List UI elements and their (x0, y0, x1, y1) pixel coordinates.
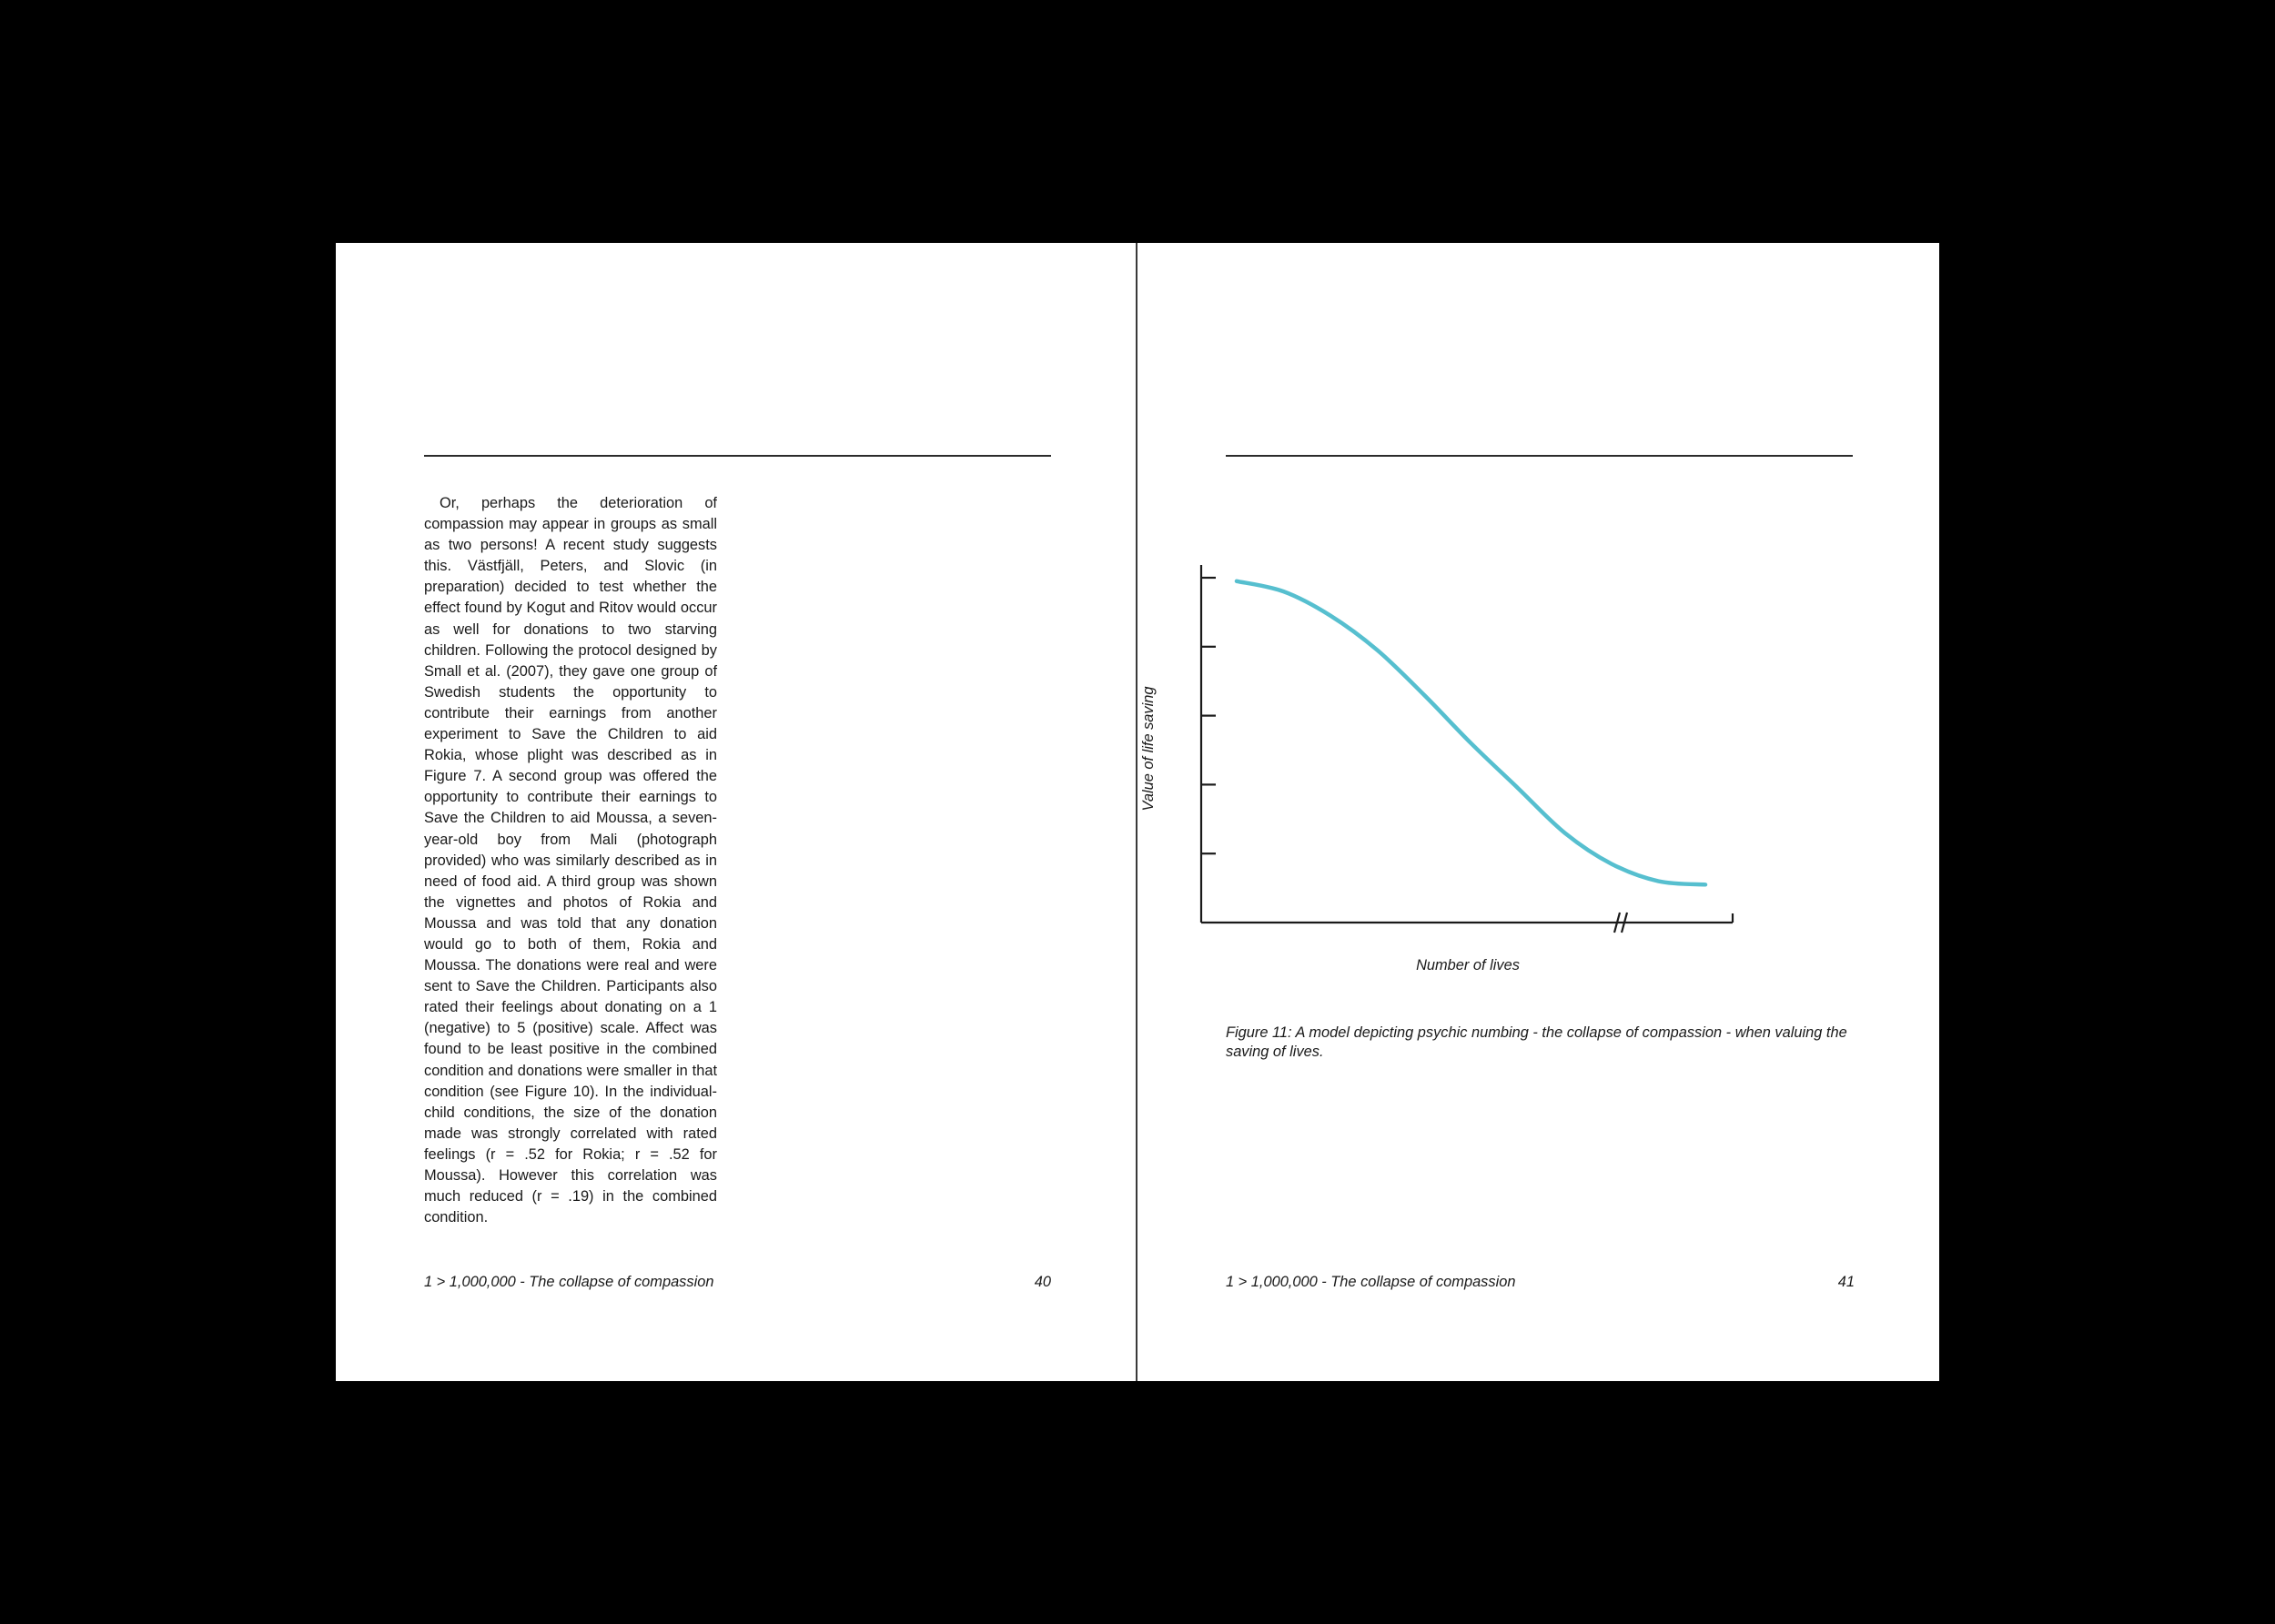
page-number: 41 (1837, 1274, 1855, 1290)
running-footer-title: 1 > 1,000,000 - The collapse of compassion (1226, 1274, 1516, 1290)
body-paragraph: Or, perhaps the deterioration of compassion may appear in groups as small as two persons! A recent study suggests this. Västfjäll, Peters, and Slovic (in preparation) decided to test whether the effect found by Kogut and Ritov would occur as well for donations to two starving children. Following the protocol designed by Small et al. (2007), they gave one group of Swedish students the opportunity to contribute their earnings from another experiment to Save the Children to aid Rokia, whose plight was described as in Figure 7. A second group was offered the opportunity to contribute their earnings to Save the Children to aid Moussa, a sevenyear-old boy from Mali (photograph provided) who was similarly described as in need of food aid. A third group was shown the vignettes and photos of Rokia and Moussa and was told that any donation would go to both of them, Rokia and Moussa. The donations were real and were sent to Save the Children. Participants also rated their feelings about donating on a 1 (negative) to 5 (positive) scale. Affect was found to be least positive in the combined condition and donations were smaller in that condition (see Figure 10). In the individual-child conditions, the size of the donation made was strongly correlated with rated feelings (r = .52 for Rokia; r = .52 for Moussa). However this correlation was much reduced (r = .19) in the combined condition. (424, 495, 717, 1226)
running-footer-title: 1 > 1,000,000 - The collapse of compassion (424, 1274, 714, 1290)
chart-axes (1201, 565, 1733, 923)
right-page (1138, 243, 1939, 1381)
series-line (1237, 581, 1705, 885)
page-number: 40 (1034, 1274, 1051, 1290)
x-axis-label: Number of lives (1416, 957, 1520, 973)
left-page (336, 243, 1136, 1381)
figure-caption: Figure 11: A model depicting psychic numbing - the collapse of compassion - when valuing the saving of lives. (1226, 1024, 1847, 1060)
y-axis-label: Value of life saving (1140, 686, 1157, 812)
figure-chart (1138, 243, 1939, 1062)
header-rule (424, 455, 1051, 457)
chart-y-ticks (1201, 578, 1216, 853)
book-spread (336, 243, 1939, 1381)
